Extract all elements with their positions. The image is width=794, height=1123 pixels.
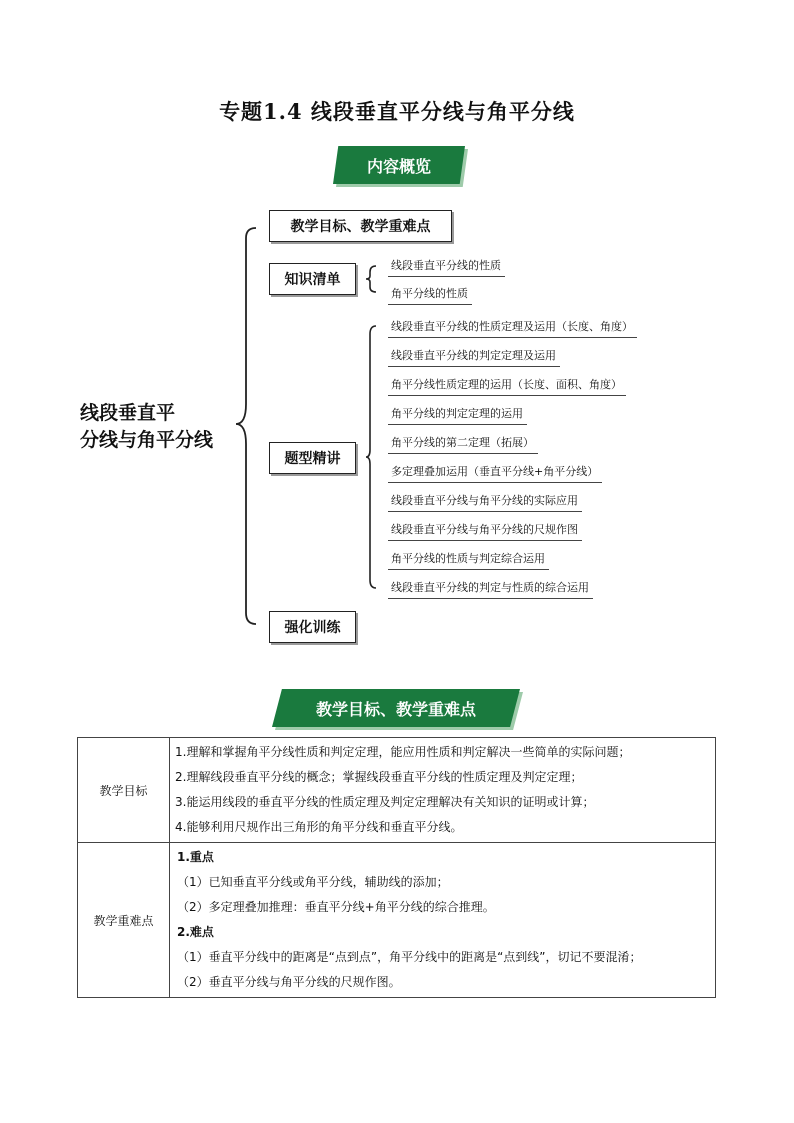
- key-points-content: [170, 843, 716, 998]
- branch-types: 题型精讲: [269, 442, 356, 474]
- difficulty-item: （1）垂直平分线中的距离是“点到点”，角平分线中的距离是“点到线”，切记不要混淆；: [177, 950, 642, 964]
- mindmap-center-line-2: 分线与角平分线: [80, 429, 214, 451]
- knowledge-item: 线段垂直平分线的性质: [388, 257, 505, 277]
- goals-label: 教学目标: [78, 738, 170, 843]
- goals-content: [170, 738, 716, 843]
- type-item: 线段垂直平分线的性质定理及运用（长度、角度）: [388, 318, 637, 338]
- mindmap-center-line-1: 线段垂直平: [80, 402, 176, 424]
- goals-banner: [272, 689, 520, 727]
- type-item: 角平分线性质定理的运用（长度、面积、角度）: [388, 376, 626, 396]
- branch-training: 强化训练: [269, 611, 356, 643]
- type-item: 角平分线的第二定理（拓展）: [388, 434, 538, 454]
- type-item: 线段垂直平分线与角平分线的实际应用: [388, 492, 582, 512]
- goal-item: 4.能够利用尺规作出三角形的角平分线和垂直平分线。: [175, 820, 463, 834]
- key-item: （1）已知垂直平分线或角平分线，辅助线的添加；: [177, 875, 449, 889]
- type-item: 多定理叠加运用（垂直平分线+角平分线）: [388, 463, 602, 483]
- goals-table: [77, 737, 716, 998]
- goal-item: 2.理解线段垂直平分线的概念；掌握线段垂直平分线的性质定理及判定定理；: [175, 770, 583, 784]
- goal-item: 1.理解和掌握角平分线性质和判定定理，能应用性质和判定解决一些简单的实际问题；: [175, 745, 631, 759]
- key-item: （2）多定理叠加推理：垂直平分线+角平分线的综合推理。: [177, 900, 495, 914]
- table-row: [78, 843, 716, 998]
- branch-knowledge: 知识清单: [269, 263, 356, 295]
- overview-banner-label: 内容概览: [366, 156, 431, 176]
- key-points-label: 教学重难点: [78, 843, 170, 998]
- page-title: 专题1.4 线段垂直平分线与角平分线: [219, 99, 575, 124]
- type-item: 线段垂直平分线的判定与性质的综合运用: [388, 579, 593, 599]
- mindmap-center-topic: [80, 400, 213, 454]
- branch-goals: 教学目标、教学重难点: [269, 210, 452, 242]
- type-item: 线段垂直平分线的判定定理及运用: [388, 347, 560, 367]
- key-heading: 1.重点: [177, 850, 214, 864]
- goals-banner-label: 教学目标、教学重难点: [315, 699, 476, 719]
- difficulty-heading: 2.难点: [177, 925, 214, 939]
- knowledge-item: 角平分线的性质: [388, 285, 472, 305]
- table-row: [78, 738, 716, 843]
- type-item: 线段垂直平分线与角平分线的尺规作图: [388, 521, 582, 541]
- overview-banner: [333, 146, 465, 184]
- difficulty-item: （2）垂直平分线与角平分线的尺规作图。: [177, 975, 401, 989]
- type-item: 角平分线的性质与判定综合运用: [388, 550, 549, 570]
- goal-item: 3.能运用线段的垂直平分线的性质定理及判定定理解决有关知识的证明或计算；: [175, 795, 595, 809]
- type-item: 角平分线的判定定理的运用: [388, 405, 527, 425]
